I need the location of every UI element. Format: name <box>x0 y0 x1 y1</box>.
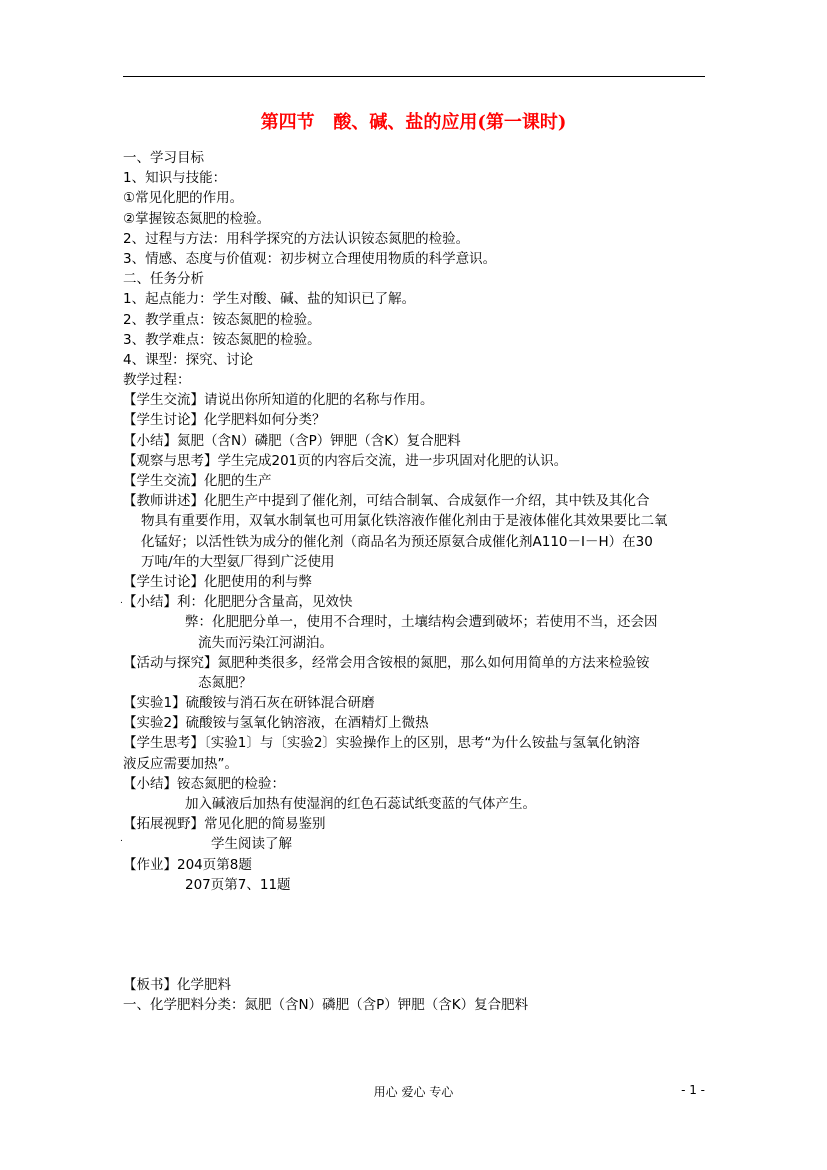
text-line: 【实验1】硫酸铵与消石灰在研钵混合研磨 <box>123 695 375 712</box>
blank-space <box>123 895 708 975</box>
text-line: 1、知识与技能： <box>123 170 227 187</box>
stray-mark: . <box>120 834 123 844</box>
stray-mark: . <box>120 596 123 606</box>
text-line: 1、起点能力：学生对酸、碱、盐的知识已了解。 <box>123 291 416 308</box>
text-line: 流失而污染江河湖泊。 <box>198 634 333 651</box>
text-line: 物具有重要作用，双氧水制氧也可用氯化铁溶液作催化剂由于是液体催化其效果要比二氧 <box>141 513 668 530</box>
text-line: 【板书】化学肥料 <box>123 976 231 993</box>
text-line: 【小结】氮肥（含N）磷肥（含P）钾肥（含K）复合肥料 <box>123 432 461 449</box>
text-line: 3、教学难点：铵态氮肥的检验。 <box>123 331 321 348</box>
header-rule <box>123 76 705 77</box>
page-title: 第四节 酸、碱、盐的应用(第一课时) <box>260 112 567 133</box>
text-line: 【小结】铵态氮肥的检验： <box>123 775 285 792</box>
text-line: 【学生讨论】化肥使用的利与弊 <box>123 573 312 590</box>
text-line: 弊：化肥肥分单一，使用不合理时，土壤结构会遭到破坏；若使用不当，还会因 <box>185 614 658 631</box>
text-line: 4、课型：探究、讨论 <box>123 351 254 368</box>
footer-motto: 用心 爱心 专心 <box>373 1085 454 1099</box>
text-line: 万吨/年的大型氨厂得到广泛使用 <box>141 553 335 570</box>
text-line: 【活动与探究】氮肥种类很多，经常会用含铵根的氮肥，那么如何用简单的方法来检验铵 <box>123 654 650 671</box>
text-line: 加入碱液后加热有使湿润的红色石蕊试纸变蓝的气体产生。 <box>185 796 536 812</box>
text-line: 3、情感、态度与价值观：初步树立合理使用物质的科学意识。 <box>123 250 497 267</box>
text-line: ①常见化肥的作用。 <box>123 190 244 207</box>
text-line: 一、化学肥料分类：氮肥（含N）磷肥（含P）钾肥（含K）复合肥料 <box>123 997 529 1014</box>
text-line: 教学过程： <box>123 372 191 389</box>
section-heading: 二、任务分析 <box>123 271 204 288</box>
text-line: 2、过程与方法：用科学探究的方法认识铵态氮肥的检验。 <box>123 230 470 247</box>
text-line: 207页第7、11题 <box>185 876 291 893</box>
text-line: 【教师讲述】化肥生产中提到了催化剂，可结合制氧、合成氨作一介绍，其中铁及其化合 <box>123 493 650 510</box>
text-line: 【学生交流】请说出你所知道的化肥的名称与作用。 <box>123 392 434 409</box>
text-line: 【观察与思考】学生完成201页的内容后交流，进一步巩固对化肥的认识。 <box>123 452 568 469</box>
section-heading: 一、学习目标 <box>123 150 204 166</box>
text-line: 【实验2】硫酸铵与氢氧化钠溶液，在酒精灯上微热 <box>123 715 429 732</box>
text-line: 【学生思考】〔实验1〕与〔实验2〕实验操作上的区别，思考“为什么铵盐与氢氧化钠溶 <box>123 735 640 752</box>
text-line: 【学生交流】化肥的生产 <box>123 473 272 489</box>
text-line: 【作业】204页第8题 <box>123 856 252 873</box>
page-number: - 1 - <box>681 1083 705 1097</box>
text-line: 化锰好；以活性铁为成分的催化剂（商品名为预还原氨合成催化剂A110－Ⅰ－H）在30 <box>141 533 653 550</box>
text-line: 2、教学重点：铵态氮肥的检验。 <box>123 311 321 328</box>
text-line: 液反应需要加热”。 <box>123 755 238 772</box>
text-line: 【学生讨论】化学肥料如何分类？ <box>123 412 326 429</box>
text-line: 【小结】利：化肥肥分含量高，见效快 <box>123 594 353 611</box>
text-line: 态氮肥？ <box>198 674 252 691</box>
text-line: 学生阅读了解 <box>211 836 292 853</box>
document-body <box>123 148 708 1015</box>
text-line: ②掌握铵态氮肥的检验。 <box>123 210 271 227</box>
text-line: 【拓展视野】常见化肥的简易鉴别 <box>123 816 326 833</box>
